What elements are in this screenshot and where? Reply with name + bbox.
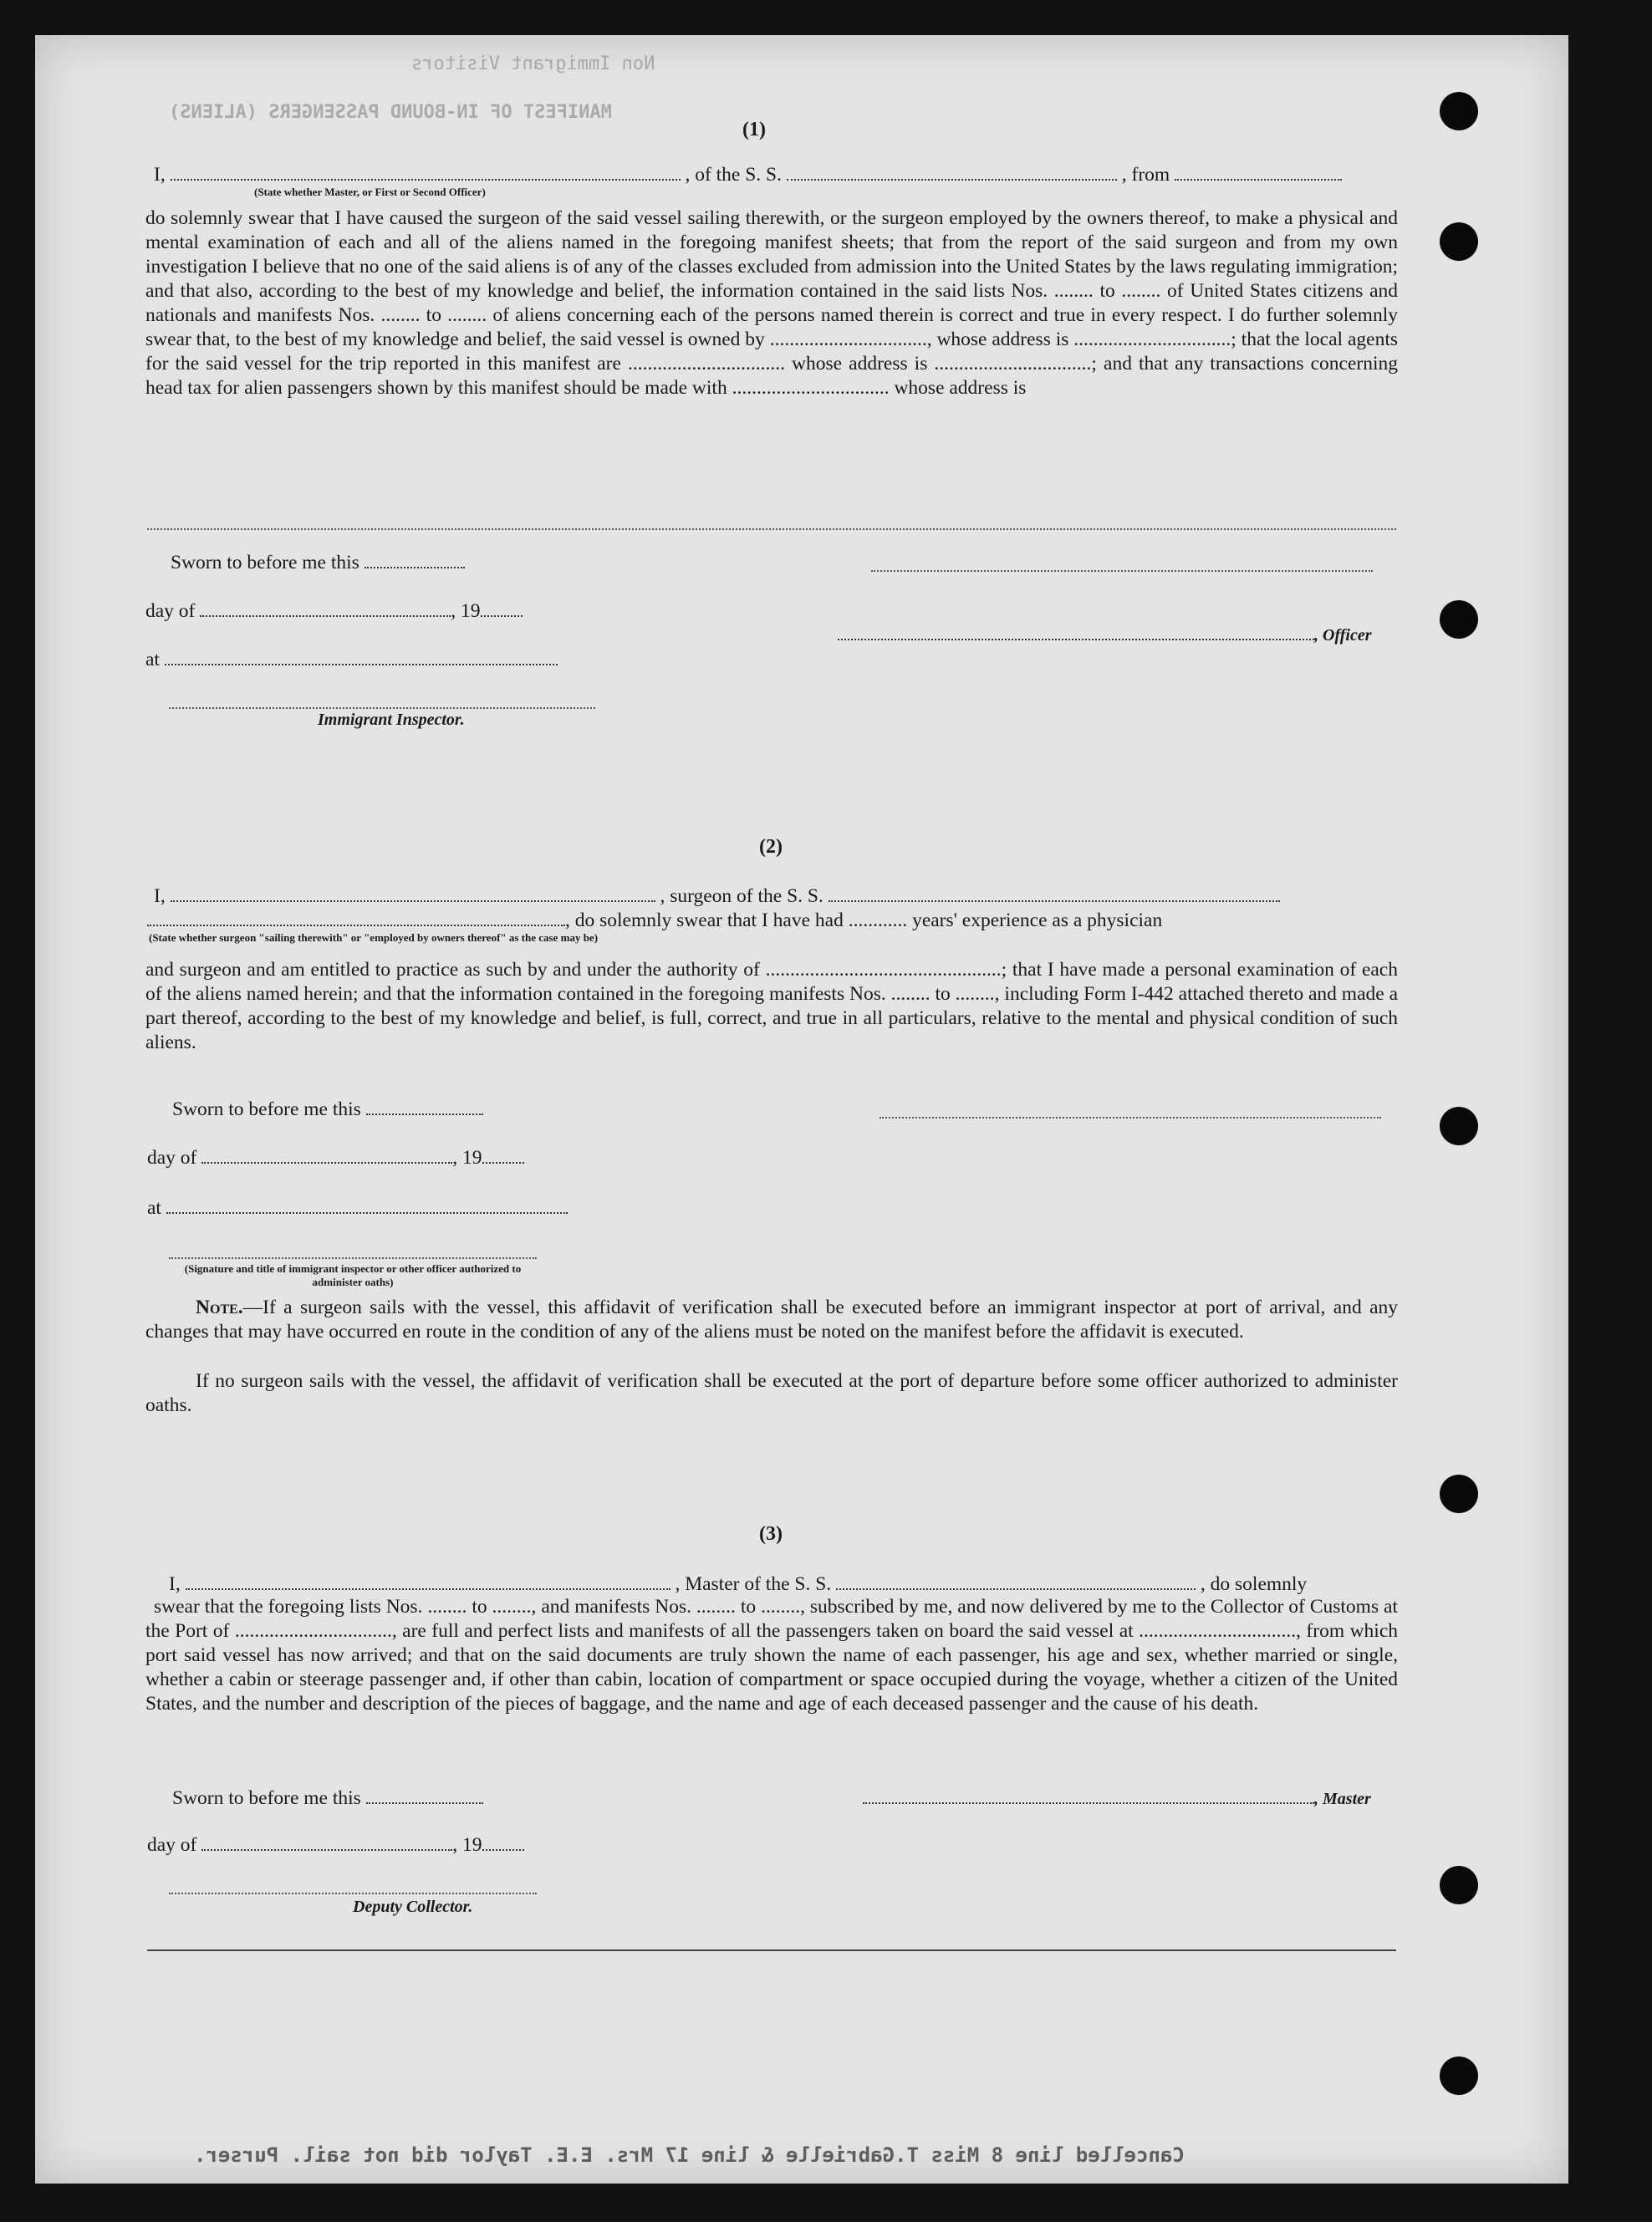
- inspector-line: [169, 707, 595, 709]
- section-2-number: (2): [759, 836, 783, 858]
- signature-line: [169, 1257, 537, 1259]
- intro-i: I,: [154, 164, 166, 186]
- sworn-right-line: [880, 1117, 1381, 1119]
- state-officer-label: (State whether Master, or First or Second Officer): [254, 186, 486, 198]
- master-line: [863, 1786, 1371, 1810]
- section-2-at: at: [147, 1195, 568, 1220]
- section-1-sworn: Sworn to before me this: [171, 550, 465, 574]
- section-2-sworn: Sworn to before me this: [172, 1097, 483, 1121]
- section-1-intro: [154, 162, 1400, 186]
- from-label: , from: [1121, 164, 1170, 186]
- punch-hole: [1440, 1475, 1478, 1513]
- section-3-body: swear that the foregoing lists Nos. ........ to ........, and manifests Nos. ........ to ........, subscribed by me, and now delivered by me to the Collector of Customs at the Port of ................................, are full and perfect lists and manifests of all the passengers taken on board the said vessel at ................................, from which port said vessel has now arrived; and that on the said documents are truly shown the name of each passenger, his age and sex, whether married or single, whether a cabin or steerage passenger and, if other than cabin, location of compartment or space occupied during the voyage, whether a citizen of the United States, and the number and description of the pieces of baggage, and the name and age of each deceased passenger and the cause of his death.: [145, 1596, 1398, 1715]
- section-3-intro: I, , Master of the S. S. , do solemnly: [169, 1573, 1308, 1595]
- punch-hole: [1440, 222, 1478, 261]
- punch-hole: [1440, 1107, 1478, 1145]
- section-3-sworn: Sworn to before me this: [172, 1786, 483, 1810]
- of-ss-label: , of the S. S.: [685, 164, 783, 186]
- section-3-day: day of , 19: [147, 1832, 524, 1857]
- surgeon-of-label: , surgeon of the S. S.: [660, 885, 823, 907]
- officer-label: , Officer: [1314, 626, 1372, 645]
- note-paragraph-2: If no surgeon sails with the vessel, the affidavit of verification shall be executed at the port of departure before some officer authorized to administer oaths.: [145, 1370, 1398, 1416]
- section-3-number: (3): [759, 1523, 783, 1545]
- address-line: [147, 528, 1396, 530]
- section-1-number: (1): [742, 119, 766, 140]
- master-label: , Master: [1314, 1790, 1371, 1808]
- signature-title-label: (Signature and title of immigrant inspector or other officer authorized to administer oaths): [184, 1262, 522, 1288]
- punch-hole: [1440, 1866, 1478, 1904]
- note-label: Note.: [196, 1297, 243, 1318]
- section-1-day: day of , 19: [145, 599, 523, 623]
- bottom-rule: [147, 1949, 1396, 1951]
- sworn-right-line: [871, 570, 1373, 572]
- mirrored-header-1: Non Immigrant Visitors: [411, 54, 655, 74]
- deputy-collector-label: Deputy Collector.: [353, 1898, 473, 1916]
- punch-hole: [1440, 92, 1478, 130]
- collector-line: [169, 1893, 537, 1894]
- mirrored-header-2: MANIFEST OF IN-BOUND PASSENGERS (ALIENS): [169, 102, 612, 123]
- section-1-at: at: [145, 647, 558, 671]
- punch-hole: [1440, 600, 1478, 639]
- state-surgeon-label: (State whether surgeon "sailing therewith" or "employed by owners thereof" as the case may be): [149, 931, 599, 944]
- officer-line: [838, 622, 1372, 646]
- section-2-solemnly: , do solemnly swear that I have had ............ years' experience as a physician: [147, 908, 1401, 932]
- section-2-day: day of , 19: [147, 1145, 524, 1170]
- immigrant-inspector-label: Immigrant Inspector.: [318, 711, 465, 729]
- cancellation-note: Cancelled line 8 Miss T.Gabrielle & line 17 Mrs. E.E. Taylor did not sail. Purser.: [194, 2143, 1185, 2167]
- section-2-intro: I, , surgeon of the S. S.: [154, 884, 1400, 908]
- punch-hole: [1440, 2056, 1478, 2095]
- note-paragraph-1: Note.—If a surgeon sails with the vessel, this affidavit of verification shall be executed before an immigrant inspector at port of arrival, and any changes that may have occurred en route in the condition of any of the aliens must be noted on the manifest before the affidavit is executed.: [145, 1297, 1398, 1343]
- manifest-sheet: [35, 35, 1568, 2184]
- master-of-label: , Master of the S. S.: [675, 1573, 832, 1595]
- section-1-body: do solemnly swear that I have caused the surgeon of the said vessel sailing therewith, or the surgeon employed by the owners thereof, to make a physical and mental examination of each and all of the aliens named in the foregoing manifest sheets; that from the report of the said surgeon and from my own investigation I believe that no one of the said aliens is of any of the classes excluded from admission into the United States by the laws regulating immigration; and that also, according to the best of my knowledge and belief, the information contained in the said lists Nos. ........ to ........ of United States citizens and nationals and manifests Nos. ........ to ........ of aliens concerning each of the persons named therein is correct and true in every respect. I do further solemnly swear that, to the best of my knowledge and belief, the said vessel is owned by ................................, whose address is ................................; that the local agents for the said vessel for the trip reported in this manifest are ................................ whose address is ................................; and that any transactions concerning head tax for alien passengers shown by this manifest should be made with ................................ whose address is: [145, 207, 1398, 399]
- section-2-body: and surgeon and am entitled to practice as such by and under the authority of ................................................; that I have made a personal examination of each of the aliens named herein; and that the information contained in the foregoing manifests Nos. ........ to ........, including Form I-442 attached thereto and made a part thereof, according to the best of my knowledge and belief, is full, correct, and true in all particulars, relative to the mental and physical condition of such aliens.: [145, 959, 1398, 1053]
